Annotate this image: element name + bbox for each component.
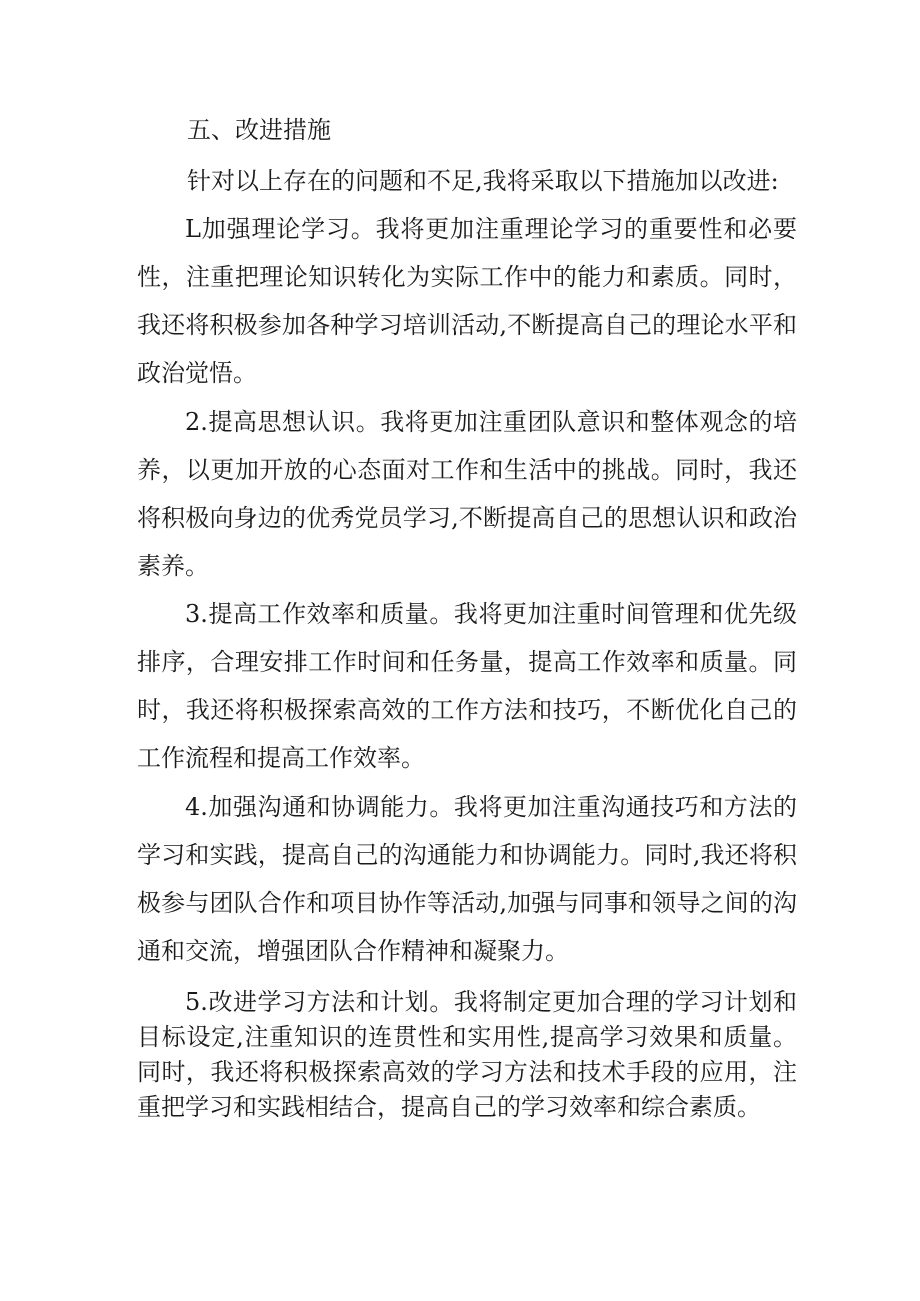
section-heading: 五、改进措施 (187, 116, 331, 144)
measure-paragraph-1: L加强理论学习。我将更加注重理论学习的重要性和必要性，注重把理论知识转化为实际工作中的能力和素质。同时，我还将积极参加各种学习培训活动,不断提高自己的理论水平和政治觉悟。 (137, 215, 797, 387)
section-intro: 针对以上存在的问题和不足,我将采取以下措施加以改进: (187, 167, 779, 195)
measure-paragraph-2: 2.提高思想认识。我将更加注重团队意识和整体观念的培养，以更加开放的心态面对工作和生活中的挑战。同时，我还将积极向身边的优秀党员学习,不断提高自己的思想认识和政治素养。 (137, 408, 797, 580)
measure-paragraph-3: 3.提高工作效率和质量。我将更加注重时间管理和优先级排序，合理安排工作时间和任务量，提高工作效率和质量。同时，我还将积极探索高效的工作方法和技巧，不断优化自己的工作流程和提高工作效率。 (137, 600, 797, 772)
measure-paragraph-5: 5.改进学习方法和计划。我将制定更加合理的学习计划和目标设定,注重知识的连贯性和实用性,提高学习效果和质量。同时，我还将积极探索高效的学习方法和技术手段的应用，注重把学习和实践相结合，提高自己的学习效率和综合素质。 (137, 988, 797, 1121)
measure-paragraph-4: 4.加强沟通和协调能力。我将更加注重沟通技巧和方法的学习和实践，提高自己的沟通能力和协调能力。同时,我还将积极参与团队合作和项目协作等活动,加强与同事和领导之间的沟通和交流，增强团队合作精神和凝聚力。 (137, 793, 797, 965)
